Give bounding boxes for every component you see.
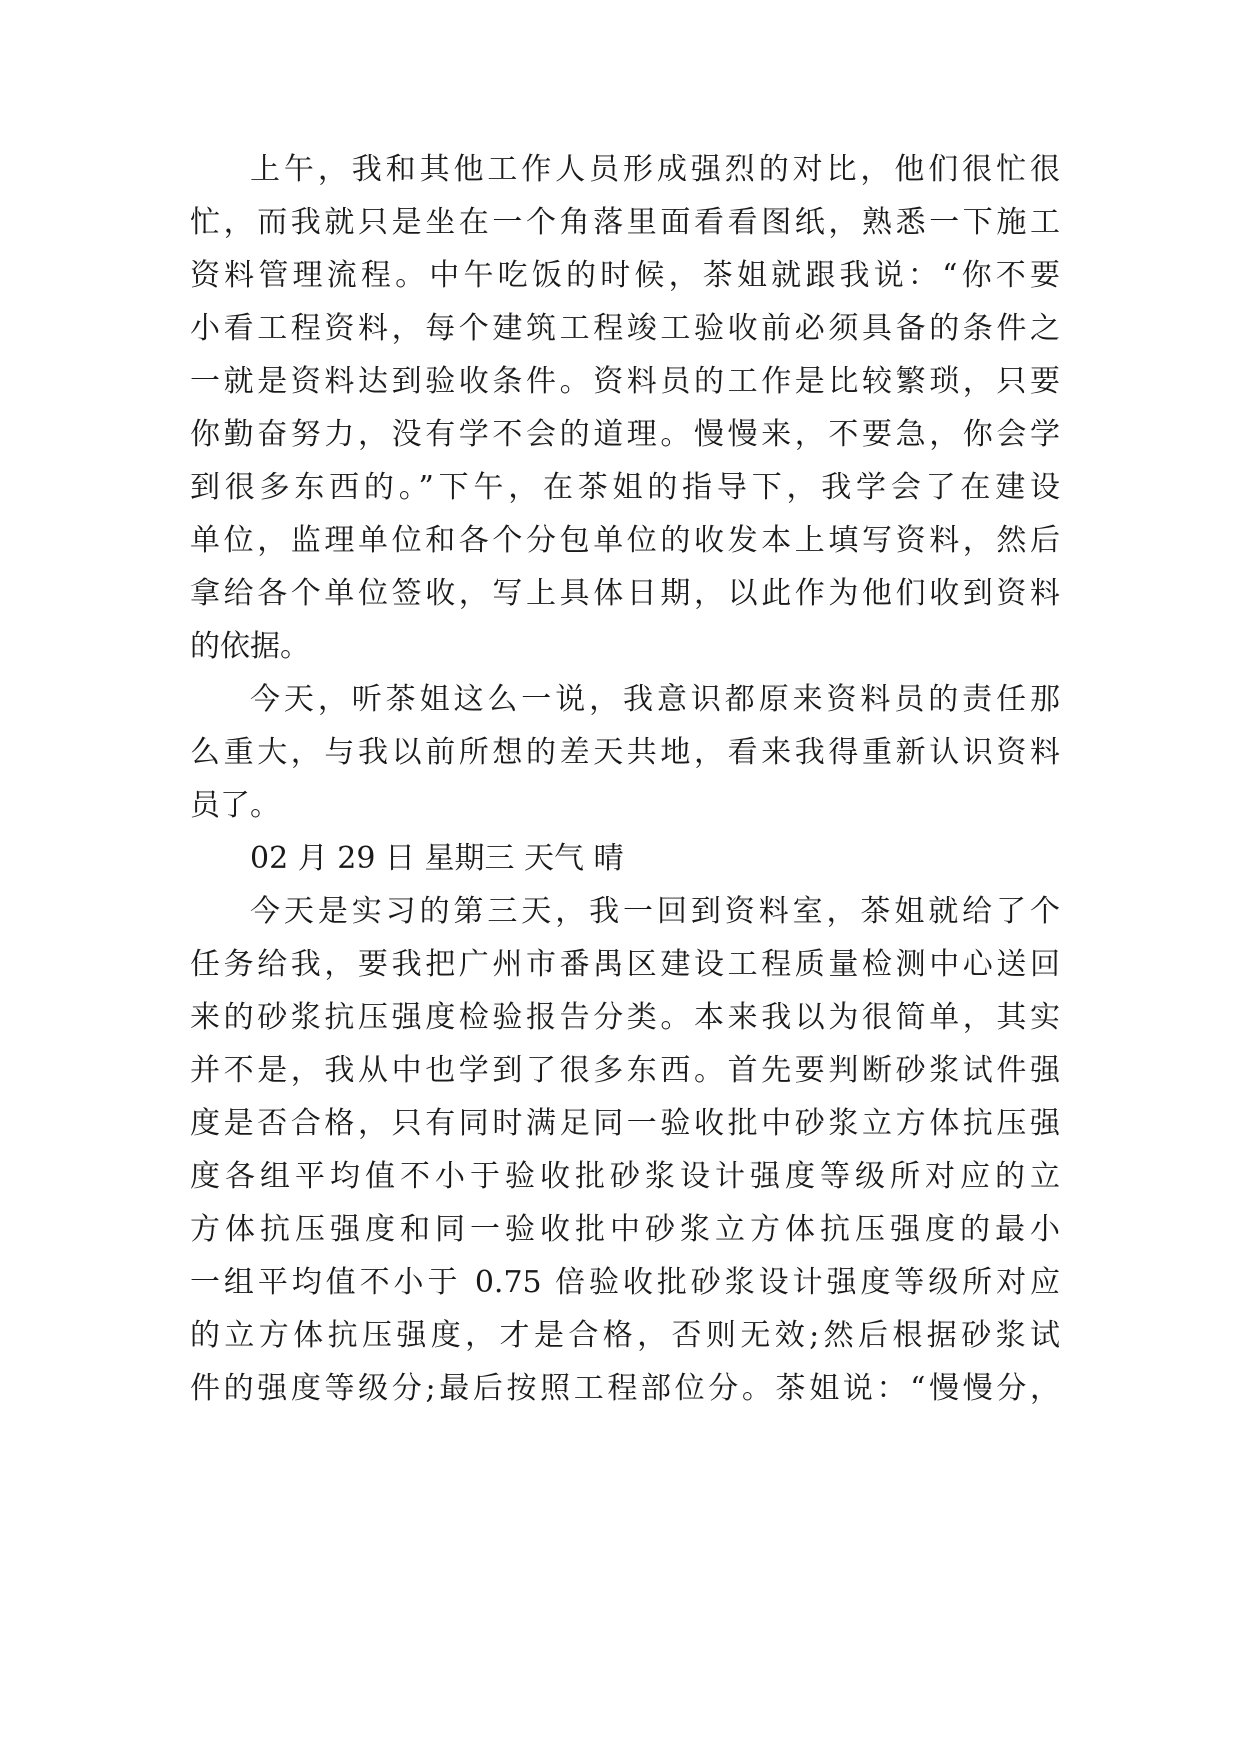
paragraph-line: 么重大，与我以前所想的差天共地，看来我得重新认识资料 (190, 735, 1060, 770)
paragraph-line: 上午，我和其他工作人员形成强烈的对比，他们很忙很 (250, 152, 1060, 187)
paragraph-line: 并不是，我从中也学到了很多东西。首先要判断砂浆试件强 (190, 1053, 1060, 1088)
paragraph-line: 今天是实习的第三天，我一回到资料室，茶姐就给了个 (250, 894, 1060, 929)
paragraph-line: 任务给我，要我把广州市番禺区建设工程质量检测中心送回 (190, 947, 1060, 982)
paragraph-line: 资料管理流程。中午吃饭的时候，茶姐就跟我说：“你不要 (190, 258, 1060, 293)
paragraph-line: 一就是资料达到验收条件。资料员的工作是比较繁琐，只要 (190, 364, 1060, 399)
paragraph-line: 员了。 (190, 788, 280, 823)
paragraph-line: 件的强度等级分;最后按照工程部位分。茶姐说：“慢慢分， (190, 1371, 1060, 1406)
paragraph-line: 度是否合格，只有同时满足同一验收批中砂浆立方体抗压强 (190, 1106, 1060, 1141)
paragraph-line: 一组平均值不小于 0.75 倍验收批砂浆设计强度等级所对应 (190, 1265, 1060, 1300)
paragraph-line: 到很多东西的。”下午，在茶姐的指导下，我学会了在建设 (190, 470, 1060, 505)
paragraph-line: 来的砂浆抗压强度检验报告分类。本来我以为很简单，其实 (190, 1000, 1060, 1035)
paragraph-line: 度各组平均值不小于验收批砂浆设计强度等级所对应的立 (190, 1159, 1060, 1194)
paragraph-line: 的依据。 (190, 629, 310, 664)
paragraph-line: 拿给各个单位签收，写上具体日期，以此作为他们收到资料 (190, 576, 1060, 611)
paragraph-line: 今天，听茶姐这么一说，我意识都原来资料员的责任那 (250, 682, 1060, 717)
paragraph-line: 你勤奋努力，没有学不会的道理。慢慢来，不要急，你会学 (190, 417, 1060, 452)
paragraph-line: 方体抗压强度和同一验收批中砂浆立方体抗压强度的最小 (190, 1212, 1060, 1247)
date-heading: 02 月 29 日 星期三 天气 晴 (250, 841, 624, 876)
paragraph-line: 单位，监理单位和各个分包单位的收发本上填写资料，然后 (190, 523, 1060, 558)
paragraph-line: 忙，而我就只是坐在一个角落里面看看图纸，熟悉一下施工 (190, 205, 1060, 240)
paragraph-line: 的立方体抗压强度，才是合格，否则无效;然后根据砂浆试 (190, 1318, 1060, 1353)
paragraph-line: 小看工程资料，每个建筑工程竣工验收前必须具备的条件之 (190, 311, 1060, 346)
